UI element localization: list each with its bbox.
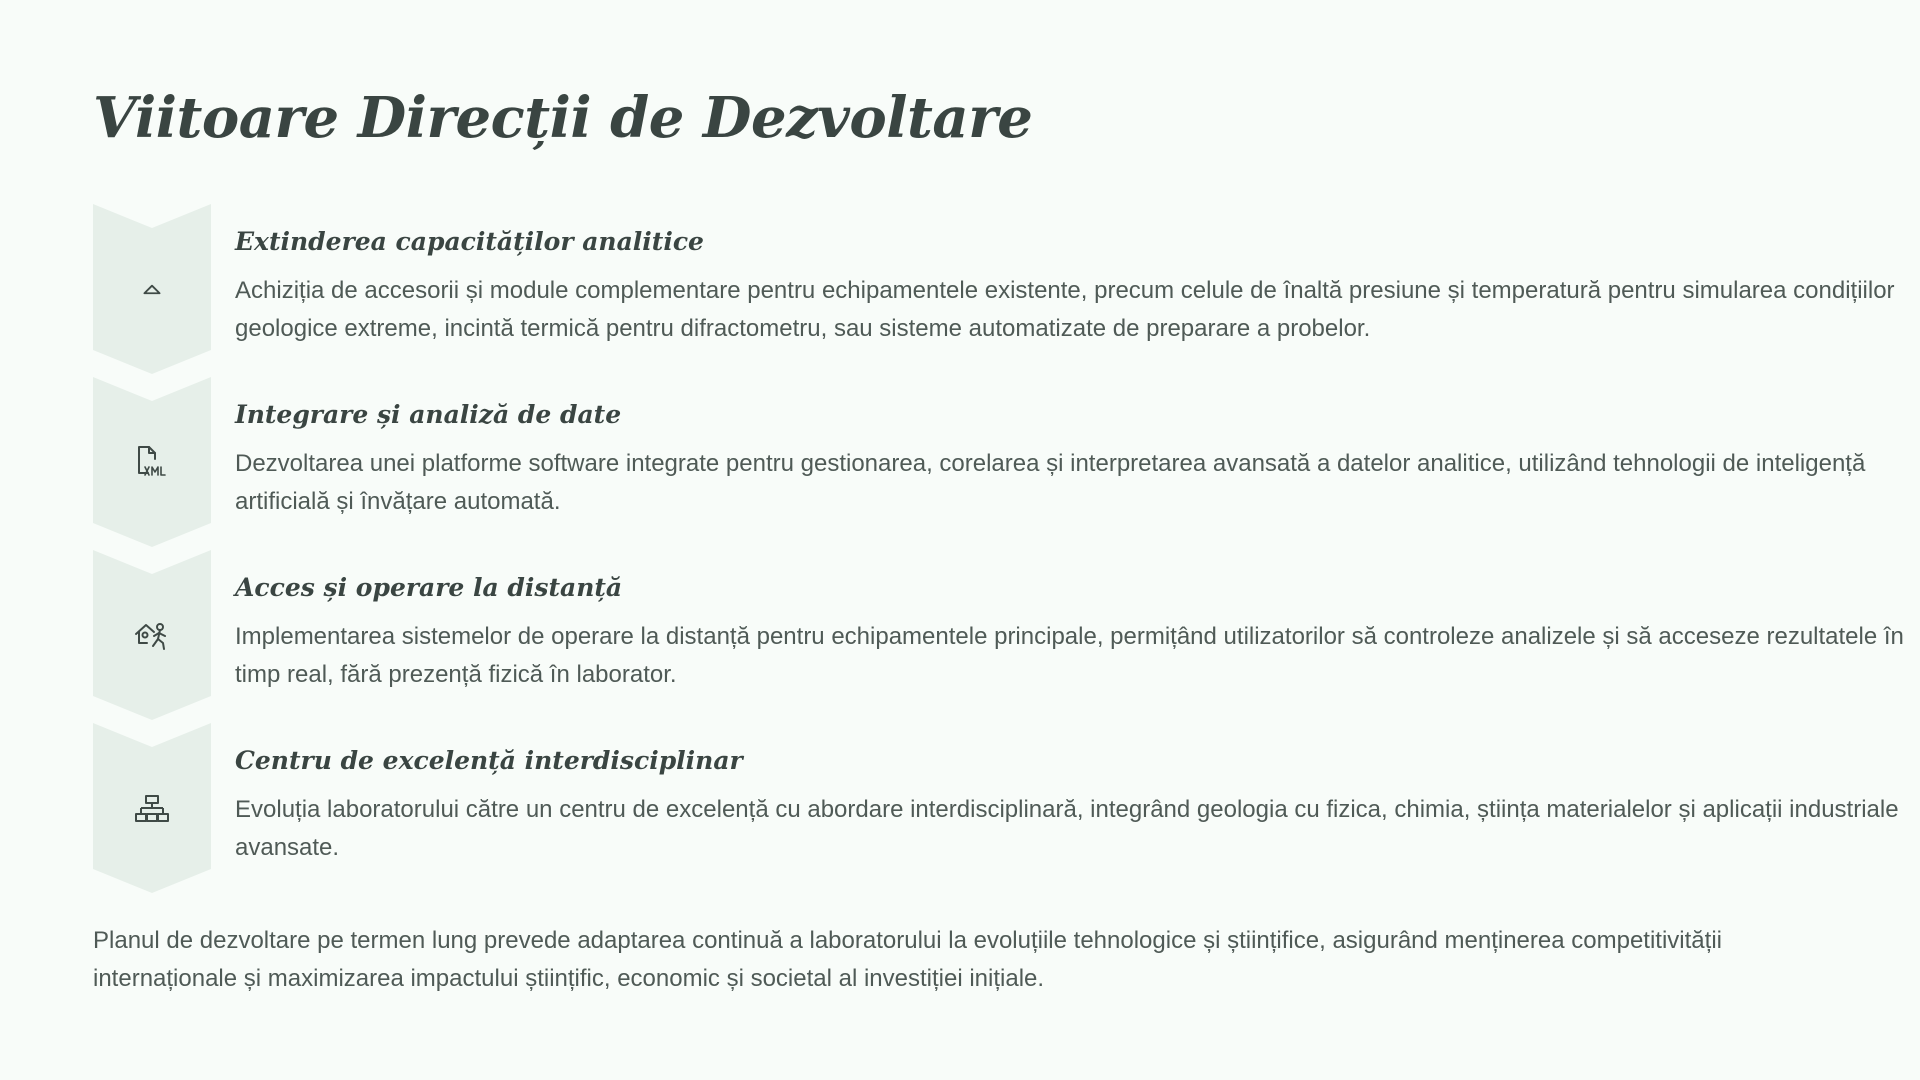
xml-file-icon <box>128 439 176 487</box>
step-item <box>93 723 1899 896</box>
step-content <box>235 224 1920 348</box>
step-item <box>93 550 1904 723</box>
steps-list <box>93 204 1904 896</box>
step-content <box>235 743 1920 867</box>
page-title: Viitoare Direcții de Dezvoltare <box>93 85 1033 151</box>
network-icon <box>128 785 176 833</box>
step-title: Acces și operare la distanță <box>235 573 623 602</box>
step-title: Extinderea capacităților analitice <box>235 227 704 256</box>
step-description: Evoluția laboratorului către un centru de excelență cu abordare interdisciplinară, integrând geologia cu fizica, chimia, știința materialelor și aplicații industriale avansate. <box>235 796 1899 861</box>
step-description: Achiziția de accesorii și module complementare pentru echipamentele existente, precum celule de înaltă presiune și temperatură pentru simularea condițiilor geologice extreme, incintă termică pentru difractometru, sau sisteme automatizate de preparare a probelor. <box>235 277 1895 342</box>
step-title: Centru de excelență interdisciplinar <box>235 746 743 775</box>
step-content <box>235 570 1920 694</box>
remote-access-icon <box>128 612 176 660</box>
step-content <box>235 397 1920 521</box>
step-title: Integrare și analiză de date <box>235 400 622 429</box>
step-item <box>93 377 1866 550</box>
summary-paragraph: Planul de dezvoltare pe termen lung prevede adaptarea continuă a laboratorului la evoluțiile tehnologice și științifice, asigurând menținerea competitivității internaționale și maximizarea impactului științific, economic și societal al investiției inițiale. <box>93 927 1722 992</box>
step-description: Dezvoltarea unei platforme software integrate pentru gestionarea, corelarea și interpretarea avansată a datelor analitice, utilizând tehnologii de inteligență artificială și învățare automată. <box>235 450 1866 515</box>
step-description: Implementarea sistemelor de operare la distanță pentru echipamentele principale, permițând utilizatorilor să controleze analizele și să acceseze rezultatele în timp real, fără prezență fizică în laborator. <box>235 623 1904 688</box>
step-item <box>93 204 1895 377</box>
arrow-up-icon <box>128 266 176 314</box>
